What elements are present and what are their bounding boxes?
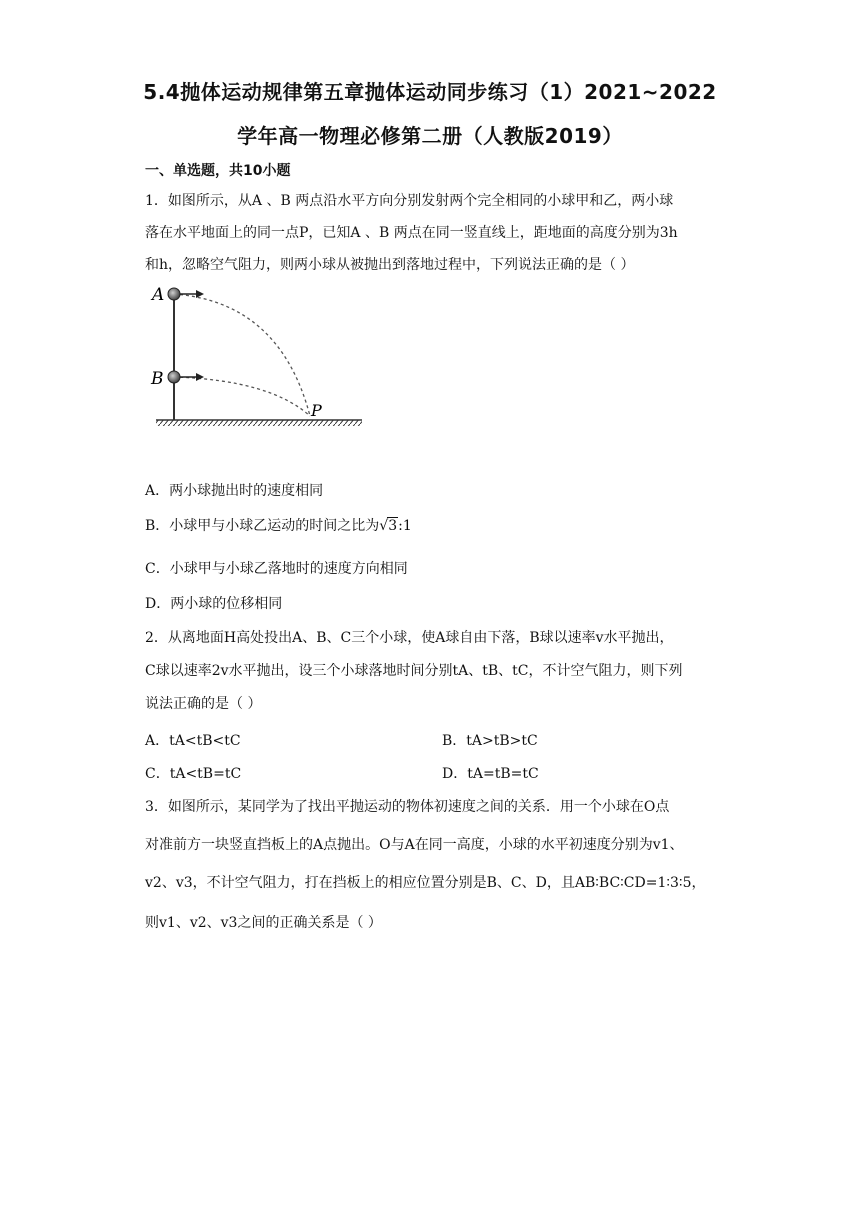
q1-option-b: B．小球甲与小球乙运动的时间之比为√3:1: [145, 518, 412, 534]
ground-hatch: [156, 420, 362, 426]
q2-option-d: D．tA=tB=tC: [442, 766, 539, 782]
arrowhead-b: [196, 373, 204, 381]
q1-option-b-suffix: :1: [398, 518, 412, 534]
q1-stem-line2: 落在水平地面上的同一点P，已知A 、B 两点在同一竖直线上，距地面的高度分别为3h: [145, 225, 678, 241]
trajectory-b: [174, 377, 310, 416]
ball-b: [168, 371, 180, 383]
q1-projectile-figure: [150, 280, 370, 440]
q1-option-c: C．小球甲与小球乙落地时的速度方向相同: [145, 561, 408, 577]
q1-option-b-prefix: B．小球甲与小球乙运动的时间之比为: [145, 518, 380, 534]
trajectory-a: [174, 294, 310, 416]
q2-option-a: A．tA<tB<tC: [145, 733, 241, 749]
q1-option-d: D．两小球的位移相同: [145, 596, 283, 612]
q1-option-a: A．两小球抛出时的速度相同: [145, 483, 324, 499]
section-heading: 一、单选题，共10小题: [145, 163, 291, 179]
doc-title-line1: 5.4抛体运动规律第五章抛体运动同步练习（1）2021~2022: [143, 80, 717, 104]
q1-option-b-sqrt: 3: [388, 518, 398, 534]
q1-stem-line3: 和h，忽略空气阻力，则两小球从被抛出到落地过程中，下列说法正确的是（ ）: [145, 257, 635, 273]
q2-option-b: B．tA>tB>tC: [442, 733, 538, 749]
label-b: B: [151, 369, 164, 389]
q2-option-c: C．tA<tB=tC: [145, 766, 242, 782]
q3-stem-line3: v2、v3，不计空气阻力，打在挡板上的相应位置分别是B、C、D，且AB∶BC∶CD=1∶3∶5，: [145, 875, 706, 891]
q1-stem-line1: 1．如图所示，从A 、B 两点沿水平方向分别发射两个完全相同的小球甲和乙，两小球: [145, 193, 674, 209]
q2-stem-line1: 2．从离地面H高处投出A、B、C三个小球，使A球自由下落，B球以速率v水平抛出，: [145, 630, 674, 646]
ball-a: [168, 288, 180, 300]
q3-stem-line2: 对准前方一块竖直挡板上的A点抛出。O与A在同一高度，小球的水平初速度分别为v1、: [145, 837, 684, 853]
arrowhead-a: [196, 290, 204, 298]
label-p: P: [311, 401, 322, 420]
q3-stem-line4: 则v1、v2、v3之间的正确关系是（ ）: [145, 915, 382, 931]
label-a: A: [152, 285, 165, 305]
q3-stem-line1: 3．如图所示，某同学为了找出平抛运动的物体初速度之间的关系．用一个小球在O点: [145, 799, 670, 815]
q2-stem-line2: C球以速率2v水平抛出，设三个小球落地时间分别tA、tB、tC，不计空气阻力，则下列: [145, 663, 683, 679]
doc-title-line2: 学年高一物理必修第二册（人教版2019）: [237, 124, 623, 148]
q2-stem-line3: 说法正确的是（ ）: [145, 696, 262, 712]
